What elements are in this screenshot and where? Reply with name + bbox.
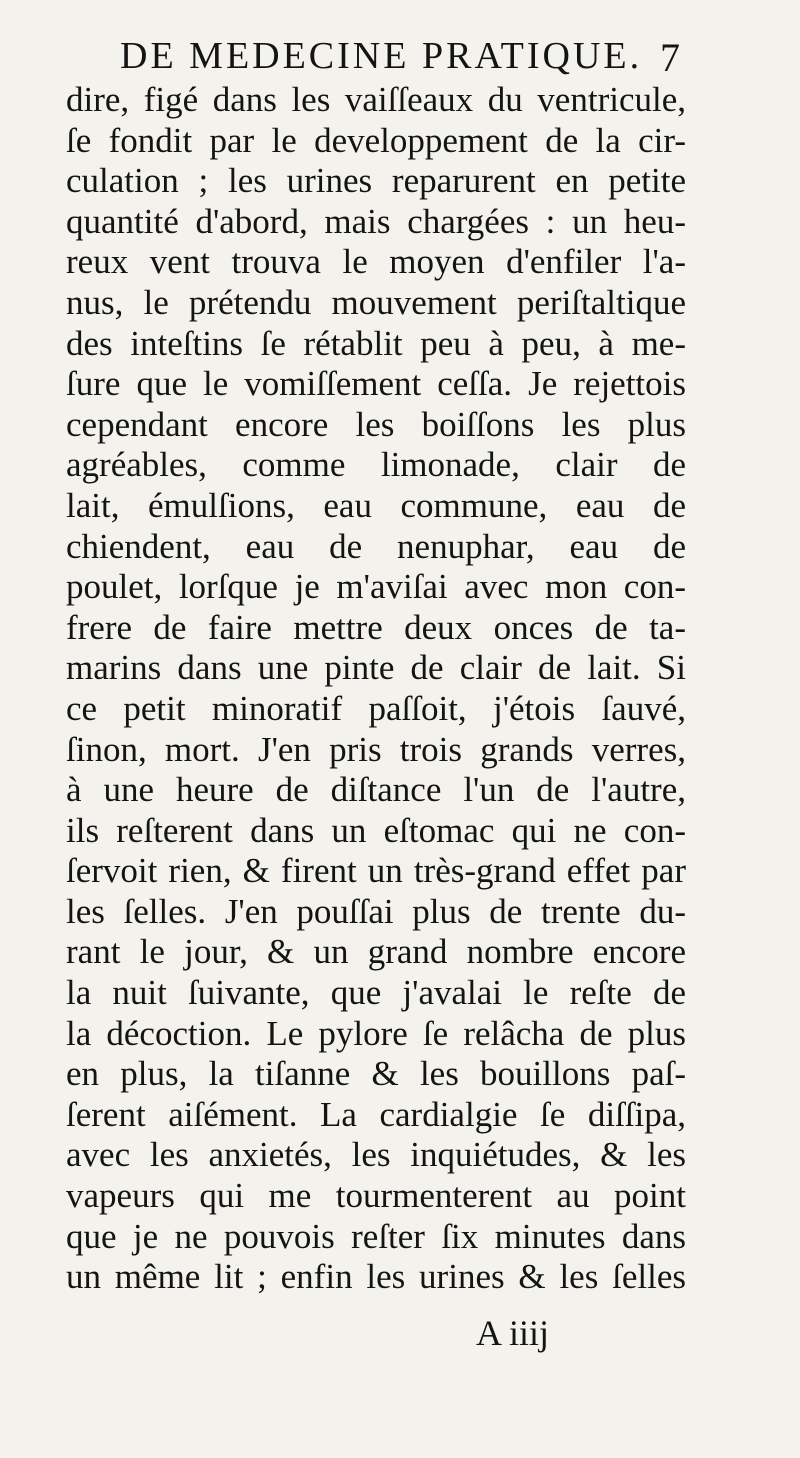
running-head	[0, 34, 800, 84]
body-text	[66, 80, 686, 1298]
text-line: agréables, comme limonade, clair de	[66, 445, 686, 485]
text-line: ſinon, mort. J'en pris trois grands verres,	[66, 729, 686, 769]
text-line: cependant encore les boiſſons les plus	[66, 404, 686, 444]
text-line: rant le jour, & un grand nombre encore	[66, 932, 686, 972]
page-number: 7	[660, 35, 680, 80]
text-line: nus, le prétendu mouvement periſtaltique	[66, 282, 686, 322]
text-line: dire, figé dans les vaiſſeaux du ventricule,	[66, 80, 686, 119]
text-line: marins dans une pinte de clair de lait. Si	[66, 648, 686, 688]
text-line: les ſelles. J'en pouſſai plus de trente du-	[66, 891, 686, 931]
text-line: en plus, la tiſanne & les bouillons paſ-	[66, 1054, 686, 1094]
text-line: à une heure de diſtance l'un de l'autre,	[66, 770, 686, 810]
text-line: avec les anxietés, les inquiétudes, & les	[66, 1135, 686, 1175]
text-line: frere de faire mettre deux onces de ta-	[66, 607, 686, 647]
text-line: ſerent aiſément. La cardialgie ſe diſſipa,	[66, 1094, 686, 1134]
running-head-title: DE MEDECINE PRATIQUE.	[120, 35, 643, 77]
text-line: culation ; les urines reparurent en petite	[66, 161, 686, 201]
text-line: des inteſtins ſe rétablit peu à peu, à me-	[66, 323, 686, 363]
signature-mark: A iiij	[476, 1313, 550, 1353]
text-line: ils reſterent dans un eſtomac qui ne con-	[66, 810, 686, 850]
text-line: que je ne pouvois reſter ſix minutes dans	[66, 1216, 686, 1256]
text-line: un même lit ; enfin les urines & les ſelles	[66, 1257, 686, 1297]
text-line: la nuit ſuivante, que j'avalai le reſte de	[66, 973, 686, 1013]
text-line: vapeurs qui me tourmenterent au point	[66, 1176, 686, 1216]
text-line: chiendent, eau de nenuphar, eau de	[66, 526, 686, 566]
text-line: ſervoit rien, & firent un très-grand effet par	[66, 851, 686, 891]
text-line: ce petit minoratif paſſoit, j'étois ſauvé,	[66, 688, 686, 728]
text-line: lait, émulſions, eau commune, eau de	[66, 485, 686, 525]
text-line: ſe fondit par le developpement de la cir-	[66, 120, 686, 160]
text-line: poulet, lorſque je m'aviſai avec mon con-	[66, 567, 686, 607]
text-line: reux vent trouva le moyen d'enfiler l'a-	[66, 242, 686, 282]
text-line: quantité d'abord, mais chargées : un heu-	[66, 201, 686, 241]
text-line: ſure que le vomiſſement ceſſa. Je rejettois	[66, 364, 686, 404]
text-line: la décoction. Le pylore ſe relâcha de plus	[66, 1013, 686, 1053]
